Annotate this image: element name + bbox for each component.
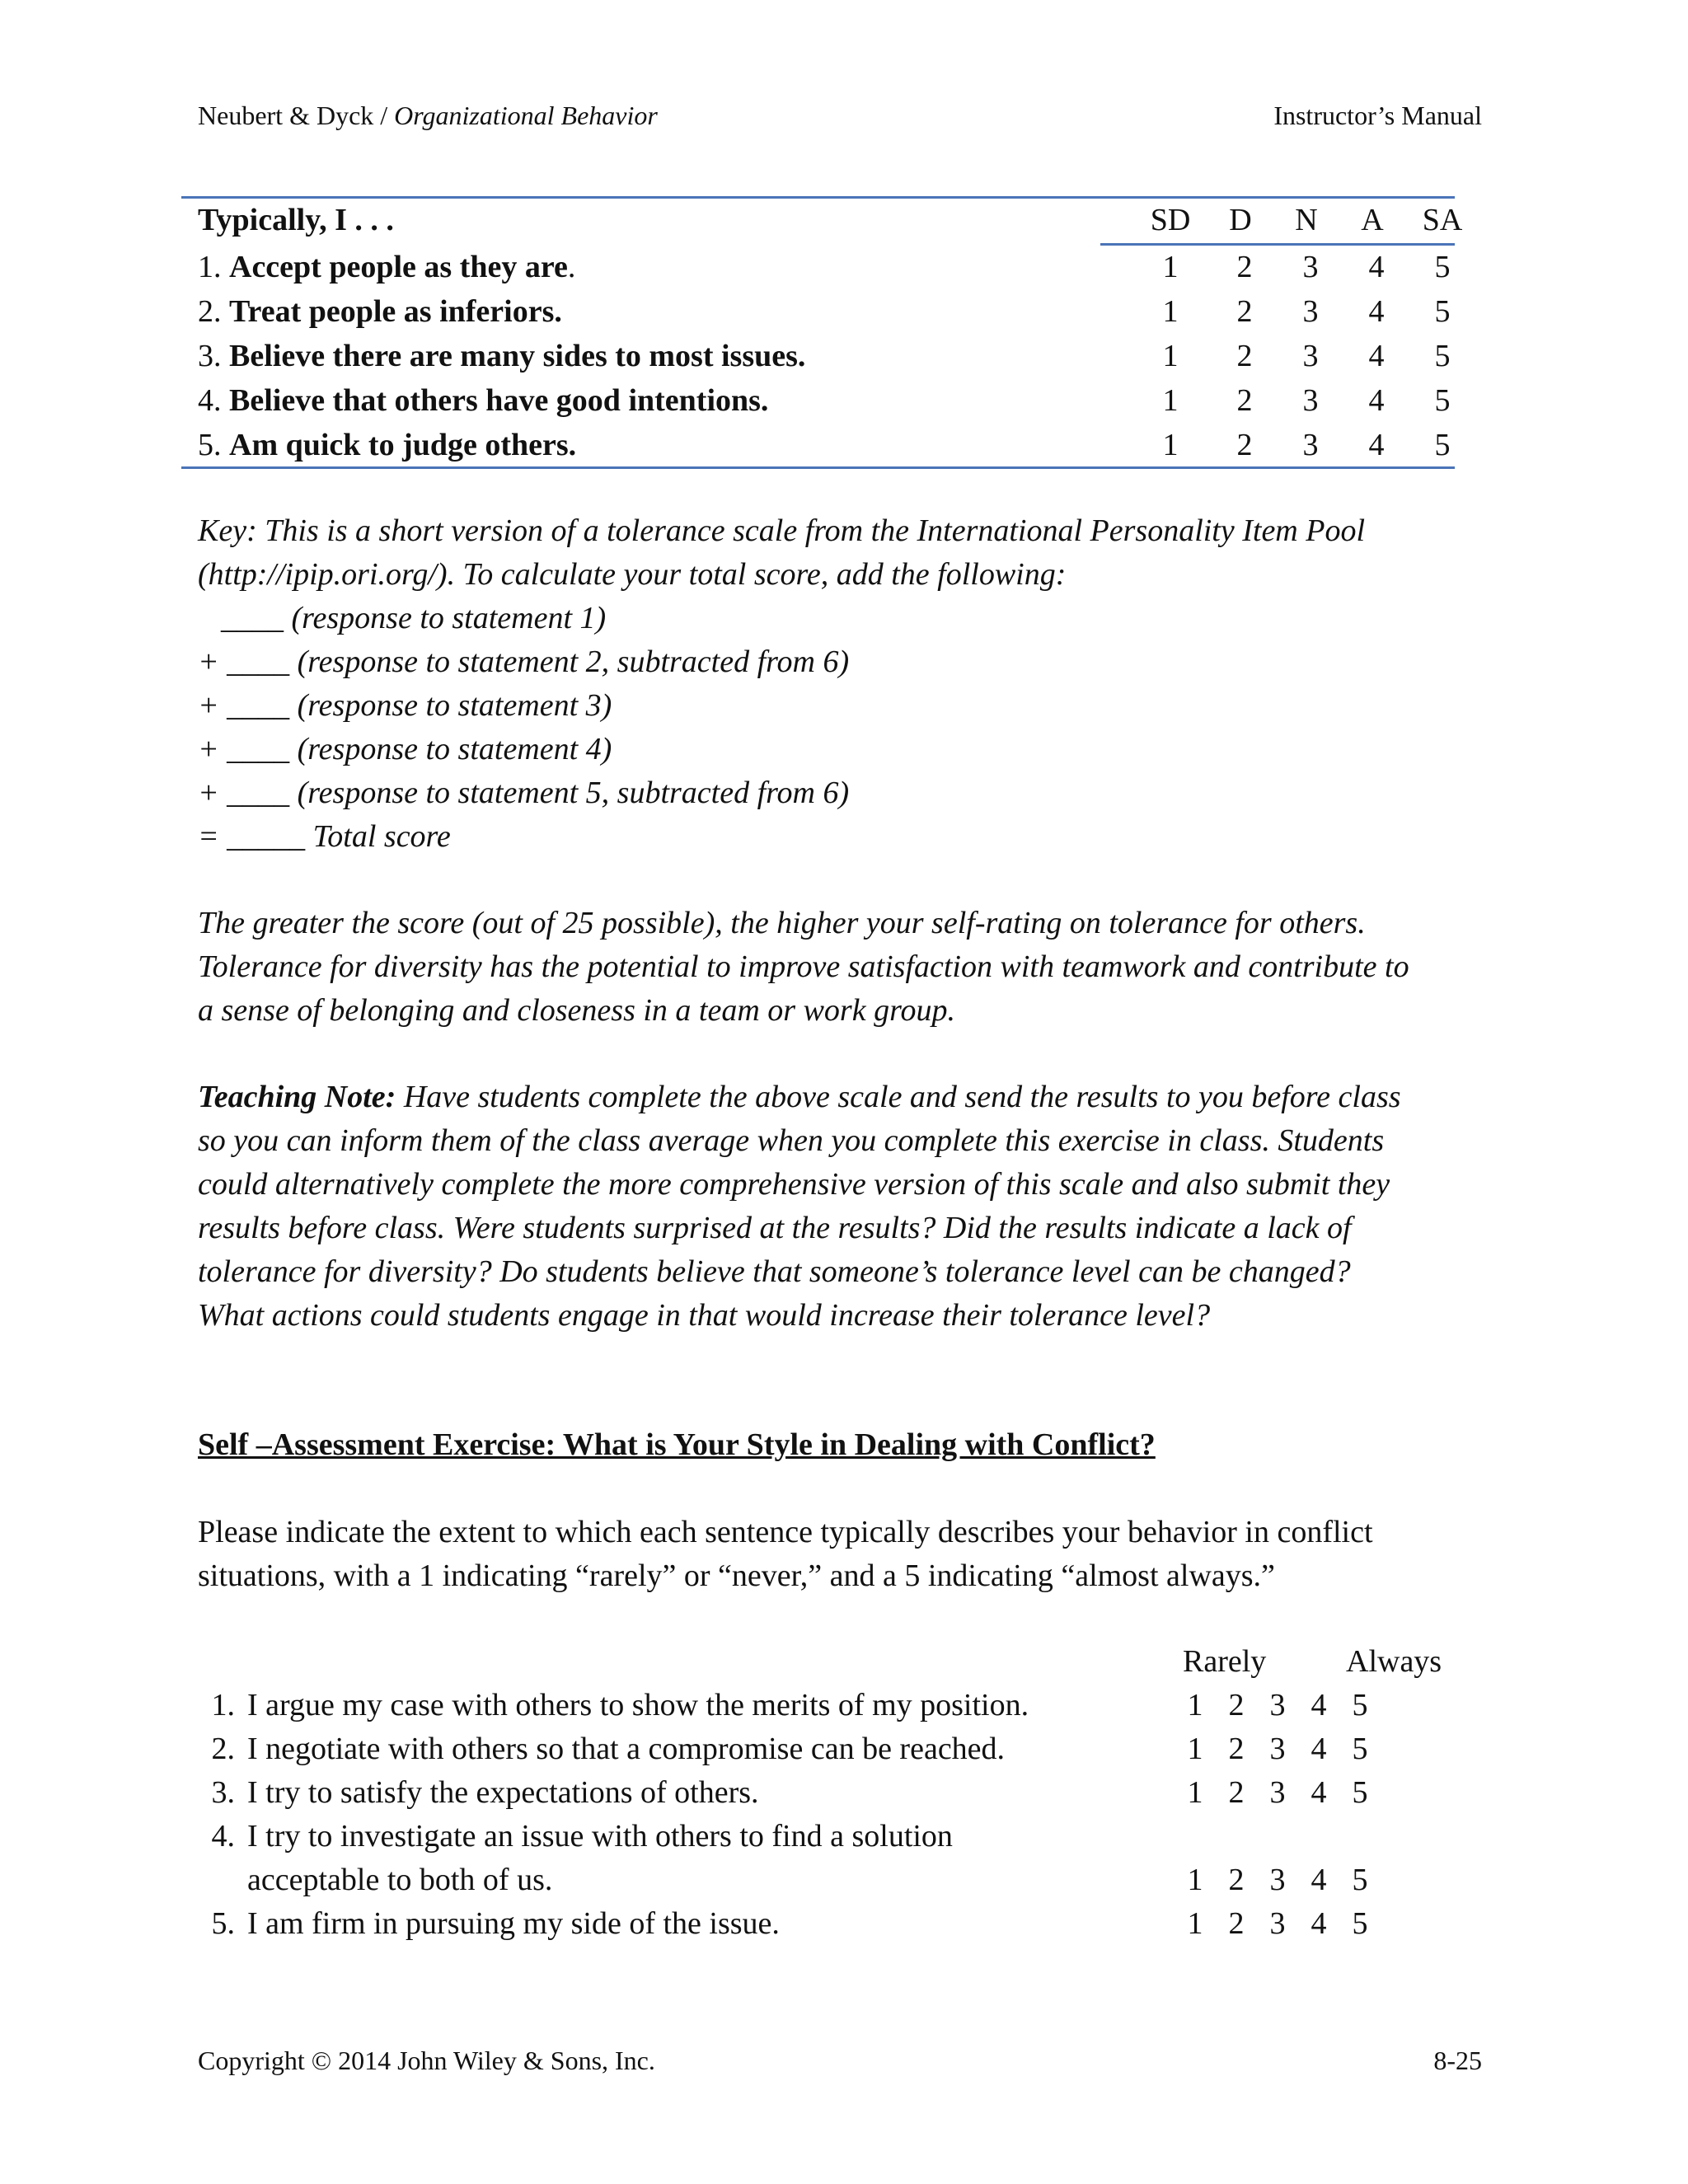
tolerance-prompt: Typically, I . . .	[198, 203, 394, 237]
item-text: Treat people as inferiors.	[229, 294, 562, 329]
interpretation-line: The greater the score (out of 25 possible), the higher your self-rating on tolerance for others.	[198, 906, 1366, 940]
scoring-key	[198, 509, 1500, 859]
item-text: Believe that others have good intentions.	[229, 383, 769, 418]
item-text: I argue my case with others to show the merits of my position.	[247, 1688, 1029, 1722]
rating-3[interactable]: 3	[1302, 294, 1319, 329]
instruction-line: situations, with a 1 indicating “rarely” or “never,” and a 5 indicating “almost always.”	[198, 1558, 1275, 1593]
item-statement	[198, 378, 768, 423]
teaching-note-text: Have students complete the above scale and send the results to you before class	[396, 1080, 1401, 1114]
rating-1[interactable]: 1	[1187, 1732, 1203, 1766]
rating-2[interactable]: 2	[1236, 339, 1253, 373]
column-header-sa: SA	[1422, 203, 1463, 237]
rating-1[interactable]: 1	[1162, 383, 1179, 418]
scale-high-label: Always	[1346, 1644, 1442, 1679]
key-line: ____ (response to statement 1)	[221, 601, 607, 635]
teaching-note-line: results before class. Were students surprised at the results? Did the results indicate a lack of	[198, 1211, 1352, 1245]
column-header-a: A	[1361, 203, 1384, 237]
item-text-continued: acceptable to both of us.	[247, 1863, 553, 1897]
rating-4[interactable]: 4	[1368, 383, 1385, 418]
teaching-note-line: so you can inform them of the class average when you complete this exercise in class. Students	[198, 1123, 1385, 1158]
column-header-sd: SD	[1150, 203, 1191, 237]
conflict-item-row	[198, 1902, 1484, 1946]
conflict-item-row	[198, 1727, 1484, 1771]
item-number: 3.	[198, 339, 229, 373]
item-number: 1.	[211, 1688, 235, 1722]
teaching-note-line	[198, 1076, 1500, 1119]
item-number: 4.	[211, 1819, 235, 1854]
rating-2[interactable]: 2	[1228, 1775, 1245, 1810]
key-line: Key: This is a short version of a tolerance scale from the International Personality Item Pool	[198, 513, 1366, 548]
rating-5[interactable]: 5	[1434, 250, 1451, 284]
rating-4[interactable]: 4	[1368, 339, 1385, 373]
rating-4[interactable]: 4	[1368, 294, 1385, 329]
rating-5[interactable]: 5	[1434, 294, 1451, 329]
interpretation-line: Tolerance for diversity has the potential to improve satisfaction with teamwork and contribute to	[198, 949, 1409, 984]
conflict-section-title-block	[198, 1423, 1500, 1467]
rating-1[interactable]: 1	[1162, 294, 1179, 329]
key-line: = _____ Total score	[198, 819, 451, 854]
item-text: I try to investigate an issue with others to find a solution	[247, 1819, 953, 1854]
rating-4[interactable]: 4	[1311, 1906, 1327, 1941]
item-statement	[198, 289, 562, 334]
rating-5[interactable]: 5	[1434, 383, 1451, 418]
rating-3[interactable]: 3	[1269, 1906, 1286, 1941]
rating-5[interactable]: 5	[1434, 428, 1451, 462]
item-statement	[198, 245, 575, 289]
item-statement	[198, 334, 805, 378]
rating-4[interactable]: 4	[1311, 1732, 1327, 1766]
rating-3[interactable]: 3	[1269, 1732, 1286, 1766]
key-line: + ____ (response to statement 5, subtracted from 6)	[198, 776, 850, 810]
item-number: 5.	[198, 428, 229, 462]
rating-4[interactable]: 4	[1311, 1863, 1327, 1897]
conflict-item-row	[198, 1771, 1484, 1815]
item-number: 3.	[211, 1775, 235, 1810]
page-footer-copyright: Copyright © 2014 John Wiley & Sons, Inc.	[198, 2046, 655, 2075]
rating-5[interactable]: 5	[1352, 1906, 1368, 1941]
tolerance-item-row	[198, 423, 1451, 467]
teaching-note-line: tolerance for diversity? Do students believe that someone’s tolerance level can be changed?	[198, 1254, 1351, 1289]
conflict-instructions	[198, 1511, 1500, 1598]
item-statement	[198, 423, 576, 467]
item-number: 2.	[211, 1732, 235, 1766]
rating-4[interactable]: 4	[1311, 1775, 1327, 1810]
item-number: 2.	[198, 294, 229, 329]
item-number: 4.	[198, 383, 229, 418]
teaching-note-line: could alternatively complete the more comprehensive version of this scale and also submit they	[198, 1167, 1390, 1202]
scale-low-label: Rarely	[1183, 1644, 1267, 1679]
rating-5[interactable]: 5	[1352, 1688, 1368, 1722]
conflict-item-row-continued	[198, 1858, 1484, 1902]
rating-5[interactable]: 5	[1434, 339, 1451, 373]
item-text: I am firm in pursuing my side of the issue.	[247, 1906, 780, 1941]
rating-4[interactable]: 4	[1368, 250, 1385, 284]
page-header-left	[198, 97, 658, 134]
tolerance-header-row	[198, 198, 1463, 242]
rating-4[interactable]: 4	[1368, 428, 1385, 462]
item-text: I negotiate with others so that a compromise can be reached.	[247, 1732, 1006, 1766]
rating-1[interactable]: 1	[1187, 1688, 1203, 1722]
key-line: + ____ (response to statement 4)	[198, 732, 612, 766]
key-line: + ____ (response to statement 2, subtracted from 6)	[198, 644, 850, 679]
teaching-note-line: What actions could students engage in that would increase their tolerance level?	[198, 1298, 1211, 1333]
rating-5[interactable]: 5	[1352, 1732, 1368, 1766]
rating-2[interactable]: 2	[1228, 1863, 1245, 1897]
teaching-note	[198, 1076, 1500, 1338]
rating-2[interactable]: 2	[1236, 250, 1253, 284]
rating-3[interactable]: 3	[1269, 1688, 1286, 1722]
rating-1[interactable]: 1	[1187, 1775, 1203, 1810]
item-text: Accept people as they are	[229, 250, 568, 284]
rating-2[interactable]: 2	[1236, 383, 1253, 418]
interpretation-line: a sense of belonging and closeness in a team or work group.	[198, 993, 955, 1028]
rating-2[interactable]: 2	[1228, 1688, 1245, 1722]
tolerance-item-row	[198, 289, 1451, 334]
section-title: Self –Assessment Exercise: What is Your Style in Dealing with Conflict?	[198, 1427, 1156, 1462]
tolerance-item-row	[198, 334, 1451, 378]
rating-3[interactable]: 3	[1302, 428, 1319, 462]
instruction-line: Please indicate the extent to which each sentence typically describes your behavior in conflict	[198, 1515, 1373, 1549]
scale-legend-row	[198, 1640, 1484, 1684]
item-text: Believe there are many sides to most issues.	[229, 339, 806, 373]
teaching-note-label: Teaching Note:	[198, 1080, 396, 1114]
rating-4[interactable]: 4	[1311, 1688, 1327, 1722]
item-text: I try to satisfy the expectations of others.	[247, 1775, 759, 1810]
item-number: 1.	[198, 250, 229, 284]
item-text: Am quick to judge others.	[229, 428, 577, 462]
rating-5[interactable]: 5	[1352, 1863, 1368, 1897]
rating-3[interactable]: 3	[1269, 1863, 1286, 1897]
rating-2[interactable]: 2	[1236, 428, 1253, 462]
key-line: + ____ (response to statement 3)	[198, 688, 612, 723]
tolerance-item-row	[198, 378, 1451, 423]
rating-3[interactable]: 3	[1302, 339, 1319, 373]
key-line: (http://ipip.ori.org/). To calculate your total score, add the following:	[198, 557, 1067, 592]
item-number: 5.	[211, 1906, 235, 1941]
conflict-item-row	[198, 1815, 1484, 1858]
page-number: 8-25	[1433, 2046, 1482, 2075]
header-authors: Neubert & Dyck /	[198, 101, 395, 130]
rating-2[interactable]: 2	[1228, 1906, 1245, 1941]
rating-3[interactable]: 3	[1302, 383, 1319, 418]
column-header-n: N	[1295, 203, 1318, 237]
tolerance-item-row	[198, 245, 1451, 289]
item-tail: .	[567, 250, 576, 284]
rating-3[interactable]: 3	[1302, 250, 1319, 284]
table-bottom-rule	[181, 466, 1455, 469]
page-header-right: Instructor’s Manual	[1273, 101, 1482, 130]
rating-1[interactable]: 1	[1162, 250, 1179, 284]
rating-1[interactable]: 1	[1162, 428, 1179, 462]
header-book-title: Organizational Behavior	[394, 101, 658, 130]
interpretation-paragraph	[198, 902, 1500, 1033]
rating-2[interactable]: 2	[1236, 294, 1253, 329]
column-header-d: D	[1229, 203, 1252, 237]
rating-3[interactable]: 3	[1269, 1775, 1286, 1810]
rating-2[interactable]: 2	[1228, 1732, 1245, 1766]
rating-5[interactable]: 5	[1352, 1775, 1368, 1810]
conflict-item-row	[198, 1684, 1484, 1727]
rating-1[interactable]: 1	[1187, 1863, 1203, 1897]
rating-1[interactable]: 1	[1187, 1906, 1203, 1941]
rating-1[interactable]: 1	[1162, 339, 1179, 373]
